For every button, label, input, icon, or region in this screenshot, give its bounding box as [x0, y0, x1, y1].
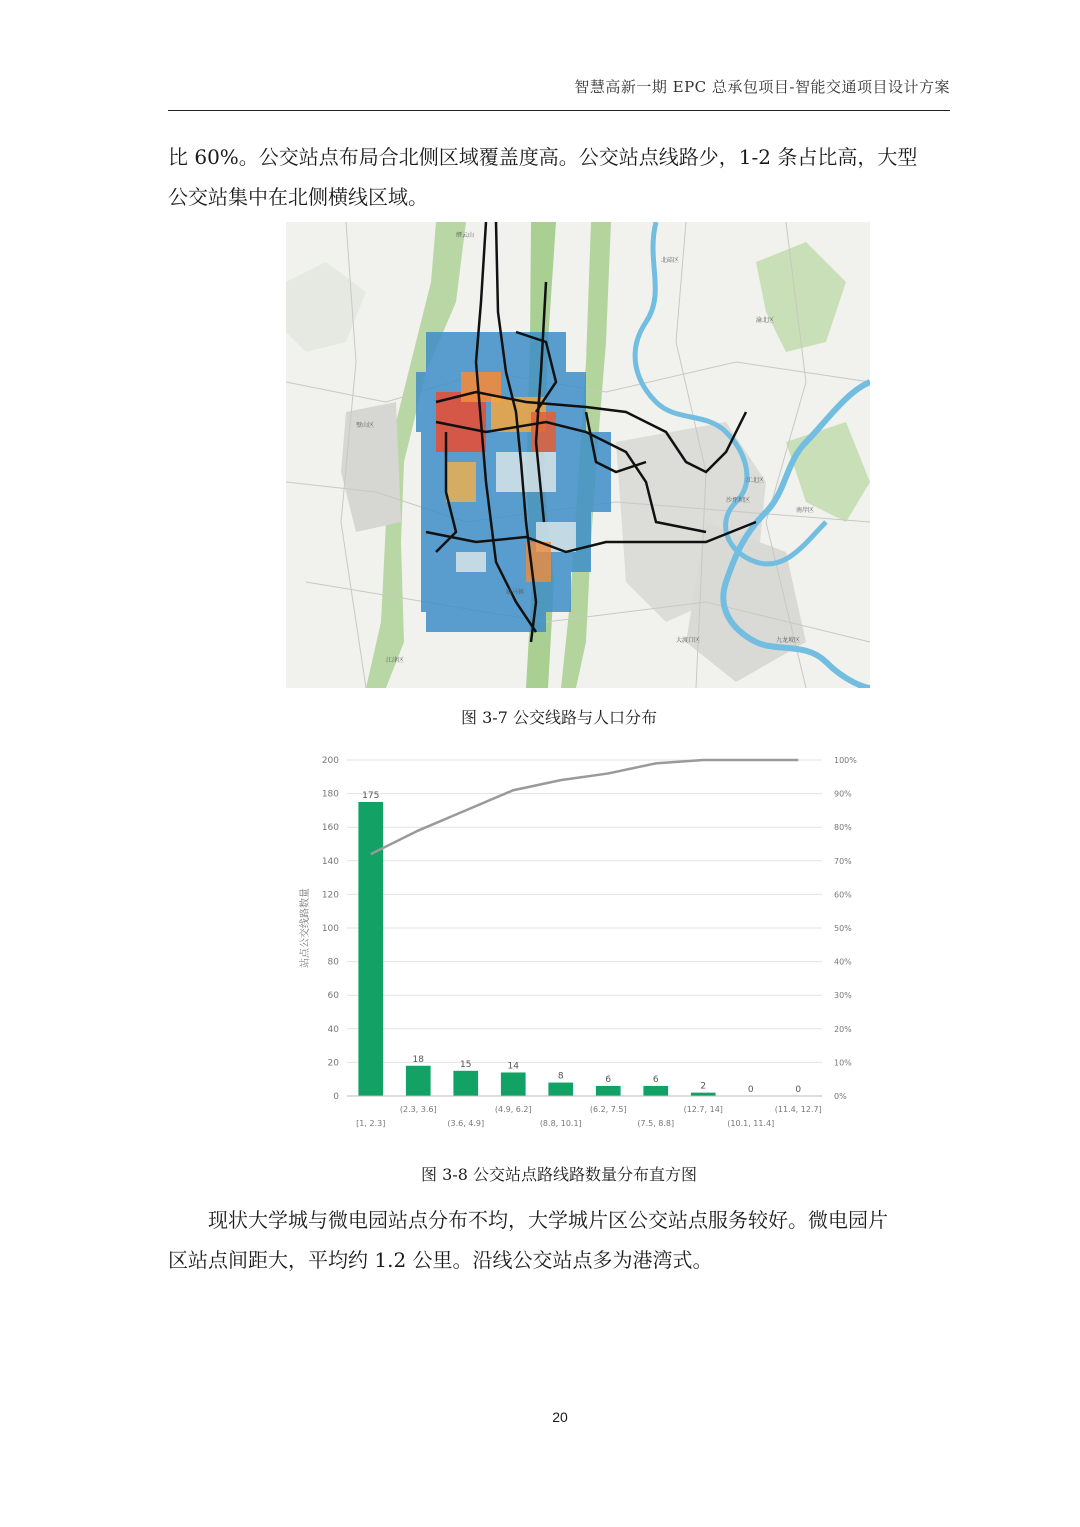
x-tick-label: [1, 2.3]	[356, 1119, 386, 1128]
map-label: 渝北区	[756, 317, 775, 324]
bar-value-label: 0	[747, 1085, 754, 1095]
y2-tick-label: 60%	[834, 890, 852, 900]
map-label: 北碚区	[661, 257, 680, 264]
histogram-bar	[643, 1086, 668, 1096]
y2-tick-label: 10%	[834, 1058, 852, 1068]
bar-value-label: 6	[652, 1074, 659, 1085]
x-tick-label: (8.8, 10.1]	[539, 1119, 582, 1128]
running-header: 智慧高新一期 EPC 总承包项目-智能交通项目设计方案	[574, 78, 950, 96]
paragraph-1	[168, 137, 950, 217]
x-tick-label: (6.2, 7.5]	[589, 1105, 627, 1114]
map-label: 南岸区	[796, 507, 815, 514]
map-label: 江北区	[746, 477, 765, 484]
map-label: 大渡口区	[676, 637, 701, 644]
figure-1-caption: 图 3-7 公交线路与人口分布	[461, 708, 657, 727]
paragraph-1-line-2: 公交站集中在北侧横线区域。	[168, 185, 428, 209]
y-tick-label: 40	[327, 1024, 339, 1035]
x-tick-label: (3.6, 4.9]	[447, 1119, 485, 1128]
paragraph-1-line-1: 比 60%。公交站点布局合北侧区域覆盖度高。公交站点线路少，1-2 条占比高，大型	[168, 145, 918, 169]
y2-tick-label: 20%	[834, 1024, 852, 1034]
bus-route-population-map	[286, 222, 870, 688]
header-rule	[168, 110, 950, 111]
y-tick-label: 60	[327, 991, 339, 1002]
map-label: 缙云山	[456, 232, 475, 239]
x-tick-label: (10.1, 11.4]	[727, 1119, 775, 1128]
bar-value-label: 8	[557, 1071, 564, 1082]
map-label: 璧山区	[356, 422, 375, 429]
x-tick-label: (11.4, 12.7]	[774, 1105, 822, 1114]
y-tick-label: 0	[333, 1092, 339, 1102]
y-axis-label: 站点公交线路数量	[300, 888, 311, 968]
bar-value-label: 15	[460, 1059, 472, 1070]
y2-tick-label: 40%	[834, 957, 852, 967]
y-tick-label: 100	[321, 924, 339, 934]
x-tick-label: (12.7, 14]	[683, 1105, 723, 1114]
y-tick-label: 180	[321, 789, 339, 800]
y-tick-label: 80	[327, 957, 339, 968]
map-label: 九龙坡区	[776, 637, 801, 644]
y2-tick-label: 90%	[834, 789, 852, 799]
y2-tick-label: 70%	[834, 856, 852, 866]
paragraph-2-line-1: 现状大学城与微电园站点分布不均，大学城片区公交站点服务较好。微电园片	[208, 1208, 888, 1232]
bar-value-label: 0	[795, 1085, 802, 1095]
map-label: 歇马镇	[506, 589, 525, 596]
y-tick-label: 140	[321, 856, 339, 867]
histogram-svg	[292, 748, 872, 1138]
bar-value-label: 6	[605, 1074, 612, 1085]
histogram-bar	[501, 1072, 526, 1096]
bar-value-label: 18	[412, 1054, 424, 1065]
y2-tick-label: 100%	[834, 756, 857, 765]
map-svg	[286, 222, 870, 688]
y2-tick-label: 0%	[834, 1092, 847, 1101]
histogram-bar	[358, 802, 383, 1096]
x-tick-label: (4.9, 6.2]	[494, 1105, 532, 1114]
figure-2-caption: 图 3-8 公交站点路线路数量分布直方图	[421, 1165, 697, 1184]
x-tick-label: (2.3, 3.6]	[399, 1105, 437, 1114]
histogram-bar	[453, 1071, 478, 1096]
histogram-bar	[548, 1083, 573, 1096]
y2-tick-label: 50%	[834, 924, 852, 933]
x-tick-label: (7.5, 8.8]	[637, 1119, 675, 1128]
histogram-bar	[691, 1093, 716, 1096]
page-number: 20	[552, 1409, 568, 1425]
histogram-bar	[596, 1086, 621, 1096]
y-tick-label: 120	[321, 890, 339, 901]
paragraph-2	[168, 1200, 950, 1280]
bar-value-label: 175	[362, 791, 380, 801]
histogram-bar	[406, 1066, 431, 1096]
map-label: 沙坪坝区	[726, 497, 751, 504]
route-count-histogram	[292, 748, 872, 1138]
y2-tick-label: 80%	[834, 823, 852, 833]
y-tick-label: 200	[321, 756, 339, 766]
y2-tick-label: 30%	[834, 991, 852, 1001]
y-tick-label: 20	[327, 1058, 339, 1069]
y-tick-label: 160	[321, 823, 339, 834]
map-label: 江津区	[386, 657, 405, 664]
bar-value-label: 2	[700, 1081, 707, 1092]
cumulative-percent-line	[371, 760, 799, 854]
paragraph-2-line-2: 区站点间距大，平均约 1.2 公里。沿线公交站点多为港湾式。	[168, 1248, 713, 1272]
bar-value-label: 14	[507, 1061, 519, 1072]
